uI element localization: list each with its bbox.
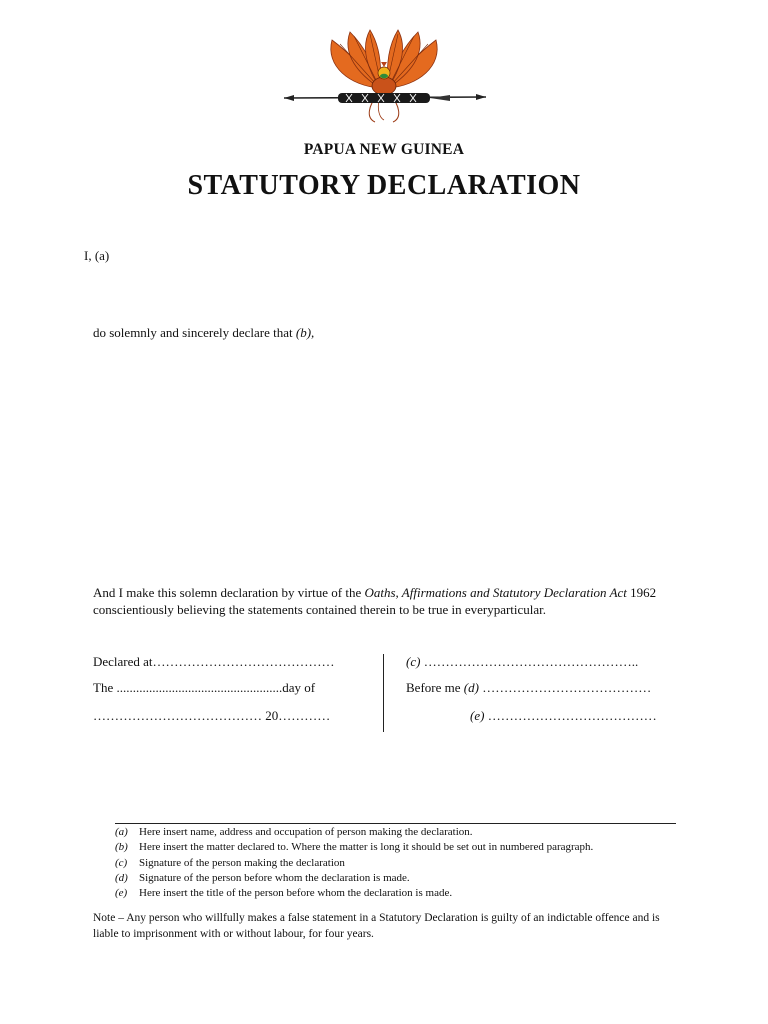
declare-ref: (b), (295, 325, 315, 340)
title-e-line (470, 708, 657, 724)
c-label: (c) (406, 654, 421, 669)
d-dots: ………………………………… (478, 680, 652, 695)
e-label: (e) (470, 708, 485, 723)
footnote-text: Signature of the person making the declaration (139, 856, 345, 869)
coat-of-arms-icon (280, 26, 490, 126)
footnote-key: (b) (115, 841, 128, 854)
solemn-declaration-paragraph (93, 584, 673, 618)
signature-c-line (406, 654, 638, 670)
footnote-key: (c) (115, 856, 128, 869)
footnote-item (115, 840, 593, 855)
date-dots: ………………………………… (93, 708, 262, 723)
column-divider (383, 654, 384, 732)
solemn-post: 1962 conscientiously believing the statements contained therein to be true in everyparticular. (93, 585, 657, 617)
footnote-item (115, 856, 593, 871)
footnote-list (115, 825, 593, 901)
d-label: (d) (463, 680, 479, 695)
declarant-line: I, (a) (84, 248, 110, 263)
penalty-note: Note – Any person who willfully makes a false statement in a Statutory Declaration is guilty of an indictable offence and is liable to imprisonment with or without labour, for four years. (93, 912, 660, 940)
solemn-pre: And I make this solemn declaration by virtue of the (93, 585, 365, 600)
before-me-label: Before me (406, 680, 464, 695)
footnote-item (115, 886, 593, 901)
declare-that-line (93, 325, 314, 341)
act-title: Oaths, Affirmations and Statutory Declaration Act (364, 585, 627, 600)
the-day-of-line (93, 680, 315, 696)
date-line (93, 708, 330, 724)
footnote-key: (a) (115, 826, 128, 838)
footnote-item (115, 871, 593, 886)
the-label: The (93, 680, 117, 695)
footnote-text: Here insert the title of the person before whom the declaration is made. (139, 887, 453, 900)
footnote-text: Here insert the matter declared to. Where the matter is long it should be set out in numbered paragraph. (139, 841, 594, 854)
footnote-rule (115, 823, 676, 824)
declared-at-dots: …………………………………… (152, 654, 335, 669)
footnote-item (115, 825, 593, 840)
c-dots: ………………………………………….. (420, 654, 639, 669)
declared-at-label: Declared at (93, 654, 153, 669)
country-heading: PAPUA NEW GUINEA (303, 141, 465, 158)
footnote-text: Signature of the person before whom the declaration is made. (139, 871, 410, 884)
footnote-text: Here insert name, address and occupation of person making the declaration. (139, 826, 473, 838)
declare-prefix: do solemnly and sincerely declare that (93, 325, 296, 340)
e-dots: ………………………………… (484, 708, 657, 723)
footnote-key: (e) (115, 887, 128, 900)
before-me-line (406, 680, 651, 696)
document-title: STATUTORY DECLARATION (187, 170, 581, 201)
footnote-key: (d) (115, 871, 128, 884)
year-dots: ………… (278, 708, 331, 723)
year-label: 20 (262, 708, 279, 723)
the-dots: ................................................... (116, 680, 283, 695)
declared-at-line (93, 654, 335, 670)
day-of-label: day of (282, 680, 316, 695)
